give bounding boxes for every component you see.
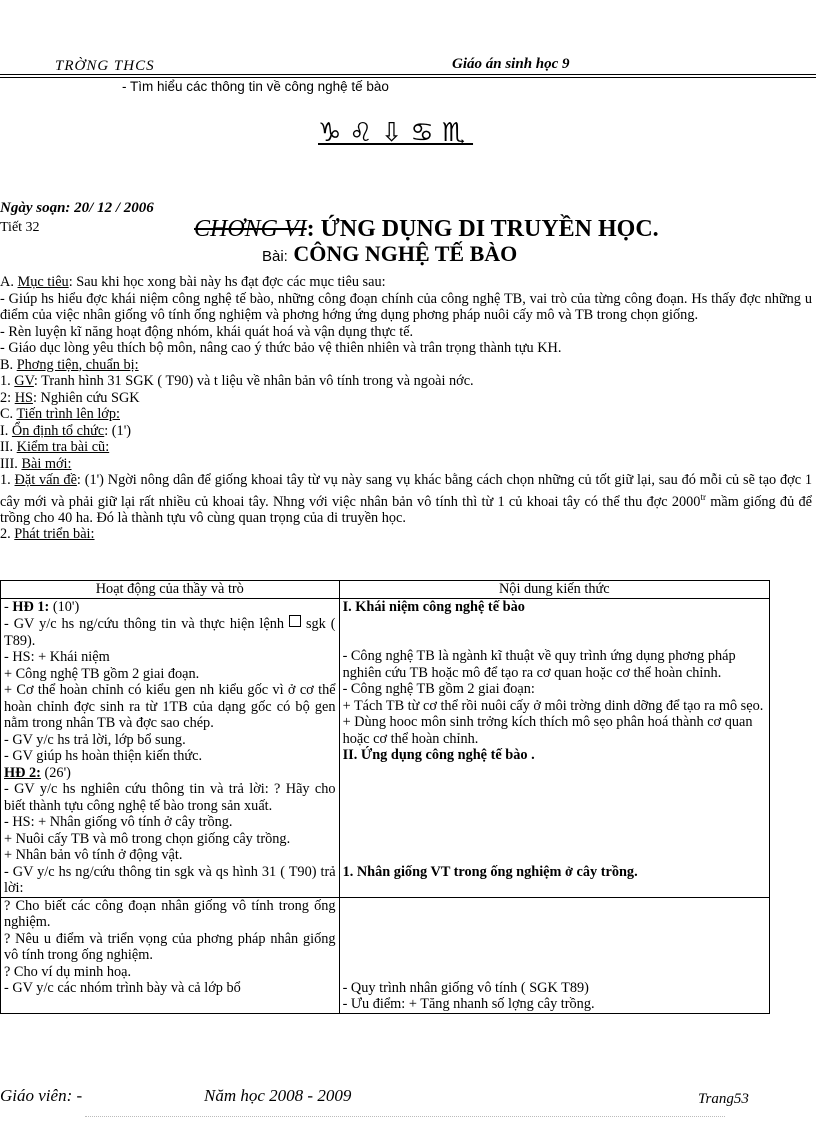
objective-1: - Giúp hs hiểu đợc khái niệm công nghệ tế bào, những công đoạn chính của công nghệ TB, vai trò của từng công đoạn. Hs thấy đợc những u điểm của việc nhân giống vô tính ống nghiệm và phơng hớng ứng dụng phơng pháp nuôi cấy mô và TB trong chọn giống. [0,290,812,323]
subject-title: Giáo án sinh học 9 [452,56,570,72]
hd1-time: (10') [49,598,80,615]
activity-line: - HS: + Khái niệm [4,649,110,665]
section-b-label: Phơng tiện, chuẩn bị: [16,356,139,373]
activity-line: + Cơ thể hoàn chỉnh có kiểu gen nh kiểu gốc vì ở cơ thể hoàn chỉnh đợc sinh ra từ 1TB của dạng gốc có bộ gen nằm trong nhân TB và đợc sao chép. [4,682,336,731]
content-line: - Công nghệ TB là ngành kĩ thuật về quy trình ứng dụng phơng pháp nghiên cứu TB hoặc mô để tạo ra cơ quan hoặc cơ thể hoàn chỉnh. [342,648,736,681]
question-line: - GV y/c các nhóm trình bày và cả lớp bổ [4,980,241,996]
intro-paragraph: 1. Đặt vấn đề: (1') Ngời nông dân để giống khoai tây từ vụ này sang vụ khác bằng cách chọn những củ tốt giữ lại, sau đó mỗi củ sẽ tạo đợc 1 cây mới và phải giữ lại rất nhiều củ khoai tây. Nhng với việc nhân bản vô tính thì từ 1 củ khoai tây có thể thu đợc $2000^{tr}$ mầm giống đủ để trồng cho 40 ha. Đó là thành tựu vô cùng quan trọng của di truyền học. [0,472,812,526]
header-subtitle: - Tìm hiểu các thông tin về công nghệ tế bào [122,79,389,94]
checkbox-icon [289,615,301,627]
content-cell [339,598,769,897]
hd2-time: (26') [40,764,71,781]
table-row [1,897,770,1013]
question-line: ? Nêu u điểm và triển vọng của phơng pháp nhân giống vô tính trong ống nghiệm. [4,930,336,963]
lesson-heading [262,241,517,267]
intro-superscript: tr [700,491,706,502]
activity-text: - GV y/c hs ng/cứu thông tin và thực hiện lệnh [4,616,289,632]
activity-line: - GV giúp hs hoàn thiện kiến thức. [4,748,203,764]
activity-line: + Công nghệ TB gồm 2 giai đoạn. [4,665,200,682]
spacer [343,764,766,864]
lesson-body [0,274,812,543]
chapter-prefix: CHƠNG VI [194,216,307,242]
preparation-date: Ngày soạn: 20/ 12 / 2006 [0,200,154,216]
content-line: + Dùng hooc môn sinh trởng kích thích mô sẹo phân hoá thành cơ quan hoặc cơ thể hoàn chỉnh. [342,714,753,747]
col-content-header: Nội dung kiến thức [339,581,769,599]
step-1: I. Ổn định tổ chức: (1') [0,422,132,439]
header-rule [0,74,816,75]
activity-line: - GV y/c hs nghiên cứu thông tin và trả lời: ? Hãy cho biết thành tựu công nghệ tế bào trong sản xuất. [4,781,336,814]
intro-text: : (1') Ngời nông dân để giống khoai tây từ vụ này sang vụ khác bằng cách chọn những củ tốt giữ lại, sau đó mỗi củ sẽ tạo đợc 1 cây mới và phải giữ lại rất nhiều củ khoai tây. Nhng với việc nhân bản vô tính thì từ 1 củ khoai tây có thể thu đợc 2000 [0,472,812,510]
section-c-label: Tiến trình lên lớp: [16,406,120,422]
footer-teacher: Giáo viên: - [0,1086,83,1105]
activities-cell [1,897,340,1013]
section-a-text: : Sau khi học xong bài này hs đạt đợc các mục tiêu sau: [68,274,386,290]
activity-line: + Nhân bản vô tính ở động vật. [4,847,183,863]
content-line: - Ưu điểm: + Tăng nhanh số lợng cây trồng. [342,996,595,1012]
activity-line: - GV y/c hs trả lời, lớp bổ sung. [4,731,186,748]
prep-teacher: 1. GV: Tranh hình 31 SGK ( T90) và t liệu về nhân bản vô tính trong và ngoài nớc. [0,373,474,389]
prep-student-label: HS [14,389,33,406]
section-a: A. Mục tiêu: Sau khi học xong bài này hs đạt đợc các mục tiêu sau: [0,274,386,290]
prep-student-text: : Nghiên cứu SGK [32,389,140,406]
hd2-heading [4,765,336,782]
content-heading-3: 1. Nhân giống VT trong ống nghiệm ở cây trồng. [342,863,638,880]
content-heading-2: II. Ứng dụng công nghệ tế bào . [342,747,535,763]
school-name: TRỜNG THCS [55,58,155,74]
activity-line [4,615,336,649]
table-header-row [1,581,770,599]
content-line: - Công nghệ TB gồm 2 giai đoạn: [342,681,535,697]
step-2-label: Kiểm tra bài cũ: [16,439,110,455]
intro-tail: mầm giống đủ để trồng cho 40 ha. Đó là thành tựu vô cùng quan trọng của di truyền học. [0,493,812,526]
ornament-symbols: ♑♌⇩♋♏ [318,118,474,148]
content-heading-1: I. Khái niệm công nghệ tế bào [342,598,525,615]
lesson-label: Bài: [262,248,288,265]
footer-page-number: Trang53 [698,1091,749,1107]
footer-year: Năm học 2008 - 2009 [204,1086,352,1105]
prep-teacher-label: GV [14,373,34,389]
content-line: - Quy trình nhân giống vô tính ( SGK T89) [342,979,589,996]
table-row [1,598,770,897]
step-3: III. Bài mới: [0,455,72,472]
chapter-heading [194,216,659,243]
content-cell [339,897,769,1013]
col-activities-header: Hoạt động của thầy và trò [1,581,340,599]
step-2: II. Kiểm tra bài cũ: [0,439,110,455]
step-1-text: : (1') [104,422,132,439]
step-3-label: Bài mới: [21,455,72,472]
chapter-title: : ỨNG DỤNG DI TRUYỀN HỌC. [306,216,659,242]
section-b: B. Phơng tiện, chuẩn bị: [0,356,139,373]
objective-3: - Giáo dục lòng yêu thích bộ môn, nâng cao ý thức bảo vệ thiên nhiên và trân trọng thành tựu KH. [0,340,562,356]
step-1-label: Ổn định tổ chức [11,422,105,439]
lesson-table [0,580,770,1014]
spacer [343,898,766,980]
header-rule-inner [0,77,816,78]
objective-2: - Rèn luyện kĩ năng hoạt động nhóm, khái quát hoá và vận dụng thực tế. [0,323,414,340]
question-line: ? Cho ví dụ minh hoạ. [4,963,132,980]
spacer [343,615,766,648]
development-heading: 2. Phát triển bài: [0,526,95,543]
lesson-title: CÔNG NGHỆ TẾ BÀO [287,241,518,266]
question-line: ? Cho biết các công đoạn nhân giống vô tính trong ống nghiệm. [4,897,336,930]
section-c: C. Tiến trình lên lớp: [0,406,120,422]
hd1-heading: - HĐ 1: (10') [4,598,80,615]
prep-teacher-text: : Tranh hình 31 SGK ( T90) và t liệu về nhân bản vô tính trong và ngoài nớc. [33,373,474,389]
footer-rule [85,1116,725,1117]
development-label: Phát triển bài: [14,526,95,543]
hd2-label: HĐ 2: [4,764,41,781]
prep-student: 2: HS: Nghiên cứu SGK [0,389,140,406]
section-a-label: Mục tiêu [17,274,69,290]
activity-line: + Nuôi cấy TB và mô trong chọn giống cây trồng. [4,830,291,847]
hd1-label: HĐ 1: [12,598,50,615]
activity-line: - HS: + Nhân giống vô tính ở cây trồng. [4,814,233,830]
activities-cell [1,598,340,897]
content-line: + Tách TB từ cơ thể rồi nuôi cấy ở môi trờng dinh dỡng để tạo ra mô sẹo. [342,697,764,714]
intro-label: Đặt vấn đề [14,472,77,488]
activity-line: - GV y/c hs ng/cứu thông tin sgk và qs hình 31 ( T90) trả lời: [4,863,336,896]
activity-text-tail: sgk ( T89). [4,616,336,649]
period-number: Tiết 32 [0,220,40,235]
